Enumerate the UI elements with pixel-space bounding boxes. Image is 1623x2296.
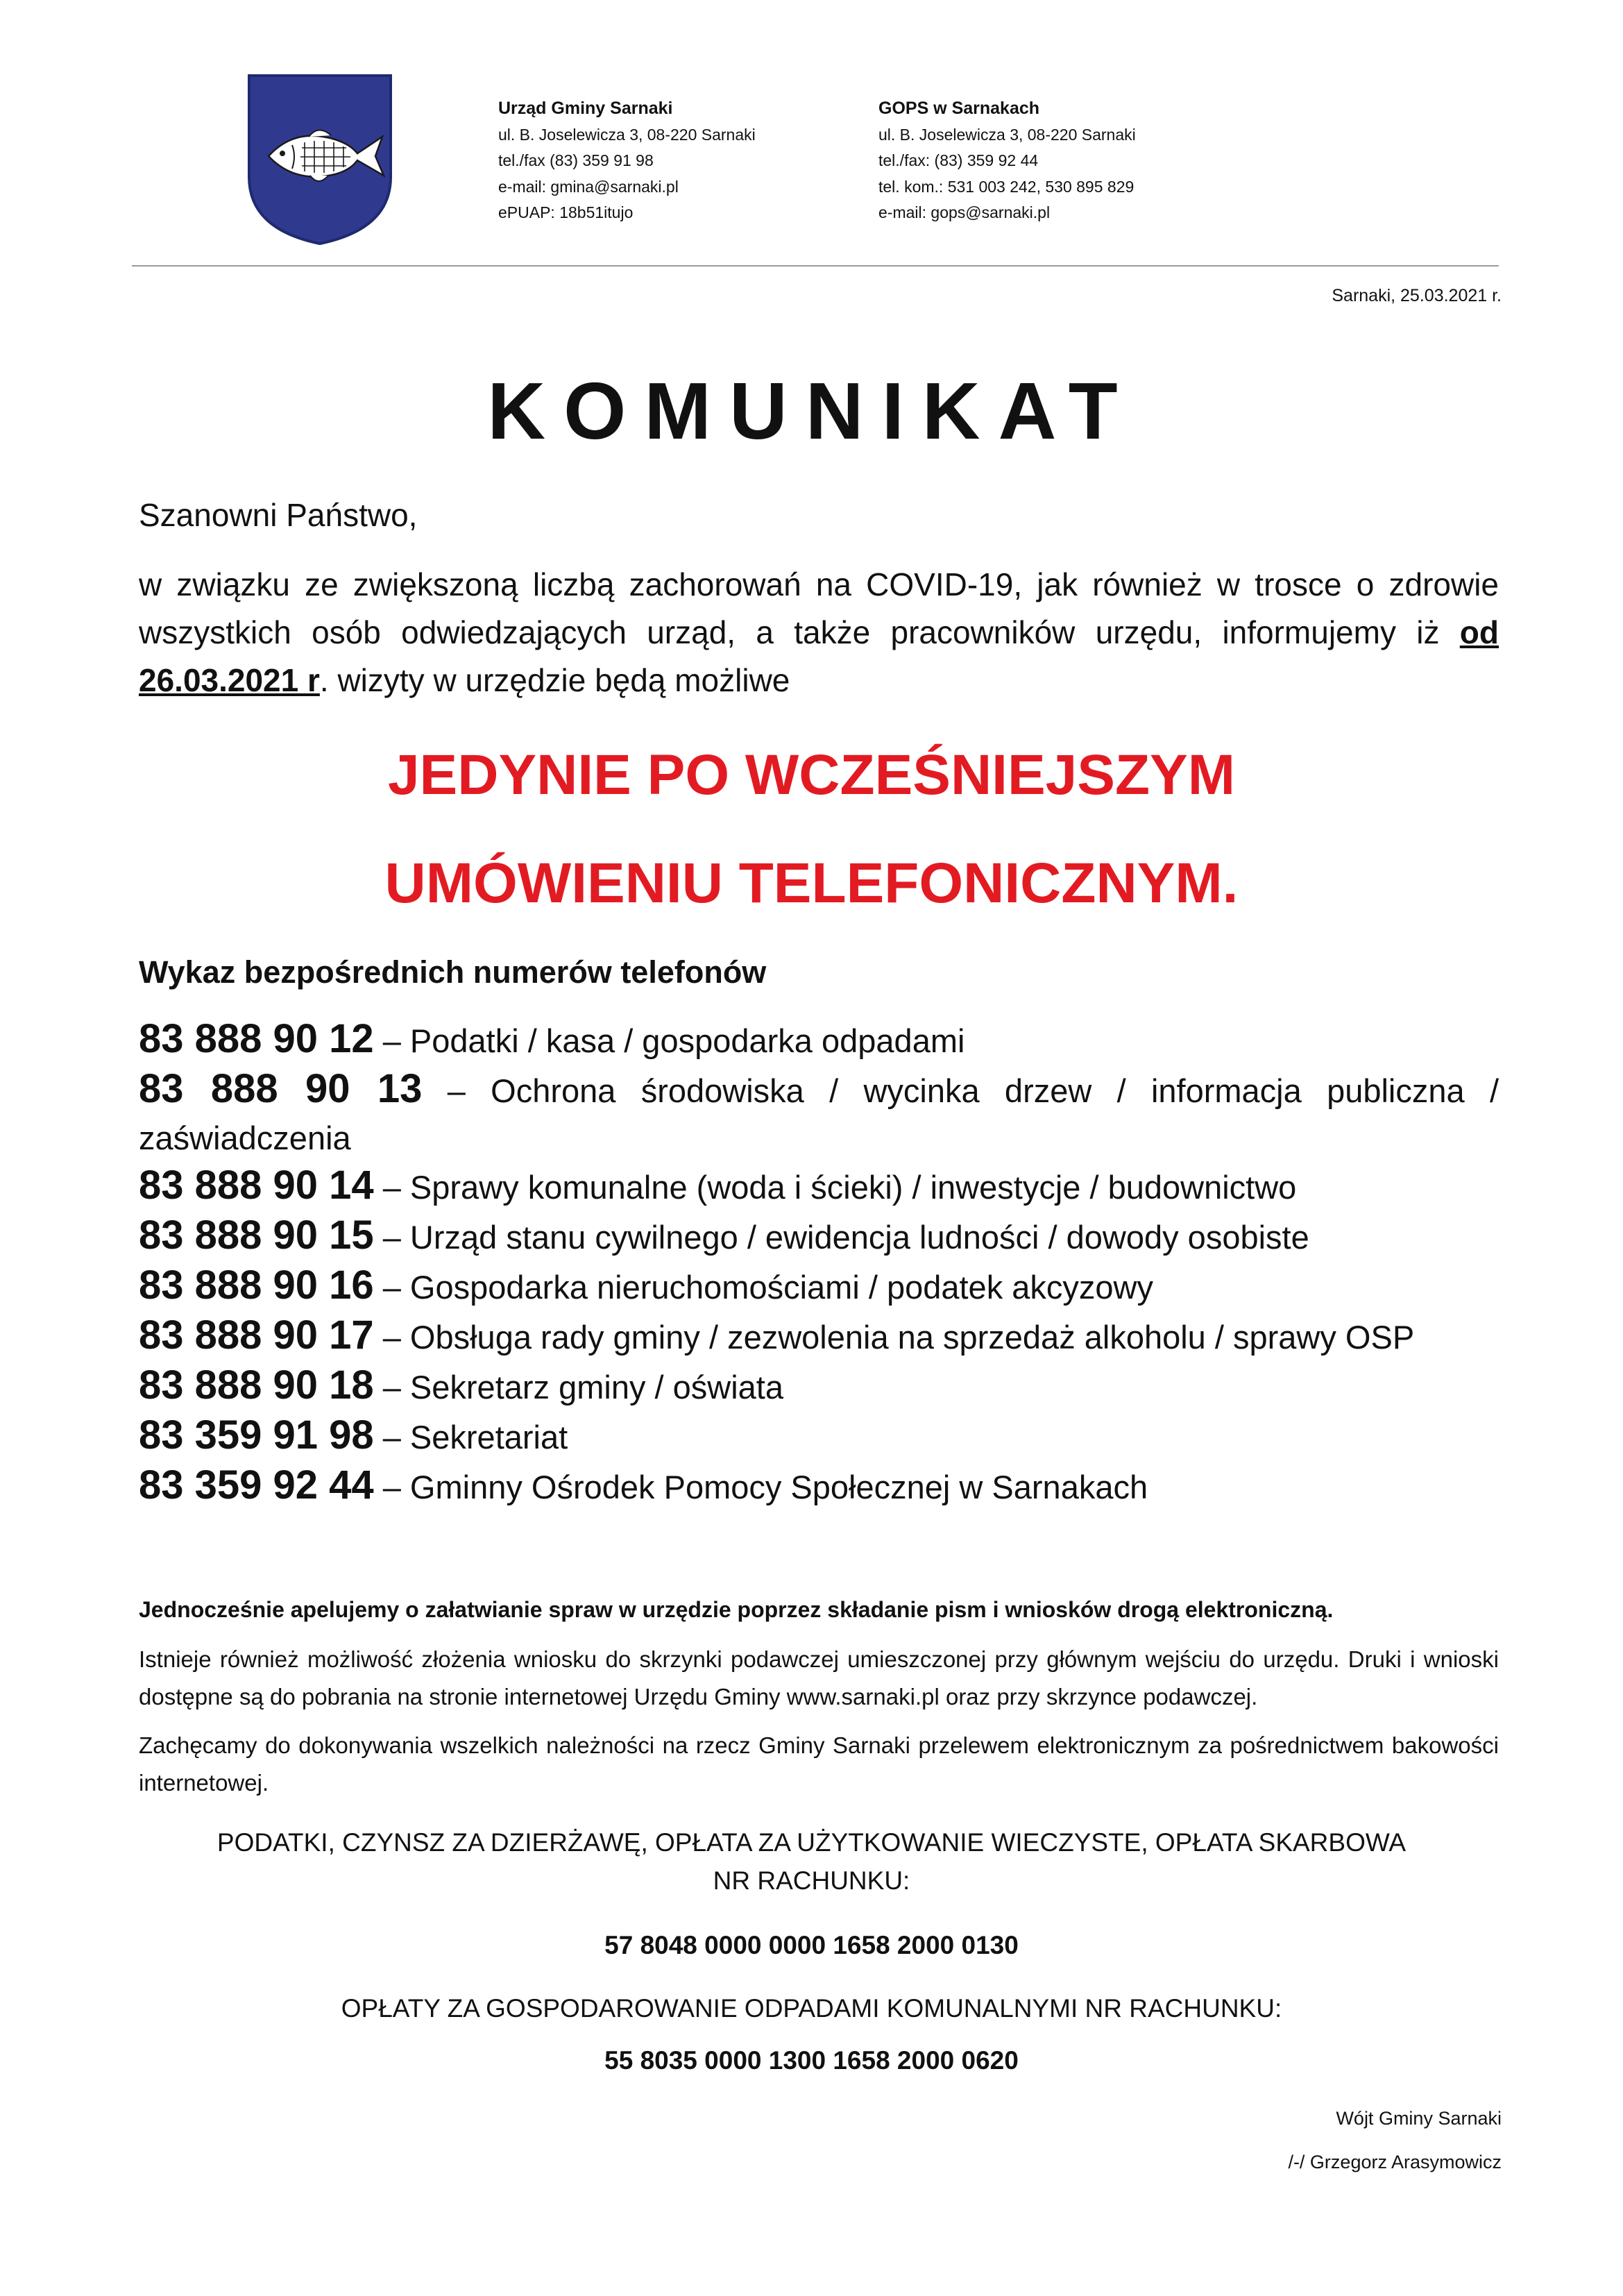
office-epuap: ePUAP: 18b51itujo: [498, 203, 634, 221]
account-heading-1-line-2: NR RACHUNKU:: [713, 1866, 910, 1895]
mailbox-note: Istnieje również możliwość złożenia wniosku do skrzynki podawczej umieszczonej przy głównym wejściu do urzędu. Druki i wnioski dostępne są do pobrania na stronie internetowej Urzędu Gminy www.sarnaki.pl oraz przy skrzynce podawczej.: [139, 1646, 1499, 1710]
account-number-2: 55 8035 0000 1300 1658 2000 0620: [604, 2046, 1019, 2075]
phone-number[interactable]: 83 888 90 17: [139, 1312, 374, 1358]
phone-number[interactable]: 83 888 90 13: [139, 1066, 423, 1111]
phones-title: Wykaz bezpośrednich numerów telefonów: [139, 954, 767, 990]
page-title: KOMUNIKAT: [487, 366, 1136, 456]
account-heading-1: [0, 1823, 1623, 1900]
list-item: [139, 1361, 1499, 1411]
office-address: ul. B. Joselewicza 3, 08-220 Sarnaki: [498, 125, 756, 144]
account-heading-1-line-1: PODATKI, CZYNSZ ZA DZIERŻAWĘ, OPŁATA ZA UŻYTKOWANIE WIECZYSTE, OPŁATA SKARBOWA: [216, 1828, 1407, 1857]
list-item: [139, 1211, 1499, 1261]
phone-list: [139, 1015, 1499, 1511]
appeal-note: Jednocześnie apelujemy o załatwianie spraw w urzędzie poprzez składanie pism i wniosków drogą elektroniczną.: [139, 1597, 1334, 1622]
phone-desc: – Urząd stanu cywilnego / ewidencja ludności / dowody osobiste: [382, 1219, 1309, 1256]
gops-phone: tel./fax: (83) 359 92 44: [878, 151, 1039, 169]
signature-name: /-/ Grzegorz Arasymowicz: [1288, 2152, 1502, 2172]
list-item: [139, 1015, 1499, 1065]
phone-desc-cont: zaświadczenia: [139, 1120, 351, 1156]
phone-desc: – Sprawy komunalne (woda i ścieki) / inwestycje / budownictwo: [382, 1169, 1297, 1206]
office-contact: [498, 96, 756, 226]
gops-contact: [878, 96, 1136, 226]
phone-number[interactable]: 83 888 90 14: [139, 1163, 374, 1208]
phone-number[interactable]: 83 359 91 98: [139, 1412, 374, 1458]
greeting: Szanowni Państwo,: [139, 497, 418, 533]
account-heading-2: OPŁATY ZA GOSPODAROWANIE ODPADAMI KOMUNALNYMI NR RACHUNKU:: [341, 1994, 1282, 2023]
phone-desc: – Sekretarz gminy / oświata: [382, 1369, 784, 1406]
list-item: [139, 1065, 1499, 1115]
phone-desc: – Gospodarka nieruchomościami / podatek akcyzowy: [382, 1269, 1153, 1306]
phone-desc: – Sekretariat: [382, 1419, 568, 1455]
header-divider: [132, 265, 1499, 267]
gops-email[interactable]: e-mail: gops@sarnaki.pl: [878, 203, 1051, 221]
signature-role: Wójt Gminy Sarnaki: [1336, 2108, 1502, 2129]
intro-text: w związku ze zwiększoną liczbą zachorowań na COVID-19, jak również w trosce o zdrowie wszystkich osób odwiedzających urząd, a także pracowników urzędu, informujemy iż: [139, 566, 1499, 650]
list-item-continuation: [139, 1115, 1499, 1161]
gops-name: GOPS w Sarnakach: [878, 99, 1040, 118]
office-email[interactable]: e-mail: gmina@sarnaki.pl: [498, 177, 679, 196]
gops-address: ul. B. Joselewicza 3, 08-220 Sarnaki: [878, 125, 1136, 144]
phone-number[interactable]: 83 888 90 15: [139, 1213, 374, 1258]
gops-mobile: tel. kom.: 531 003 242, 530 895 829: [878, 177, 1135, 196]
intro-text-end: . wizyty w urzędzie będą możliwe: [319, 662, 790, 698]
intro-date-highlight: od 26.03.2021 r: [139, 614, 1499, 698]
phone-number[interactable]: 83 888 90 18: [139, 1362, 374, 1408]
office-phone: tel./fax (83) 359 91 98: [498, 151, 654, 169]
account-number-1: 57 8048 0000 0000 1658 2000 0130: [604, 1931, 1019, 1959]
list-item: [139, 1461, 1499, 1511]
document-date: Sarnaki, 25.03.2021 r.: [1332, 286, 1502, 305]
intro-paragraph: [139, 561, 1499, 704]
office-name: Urząd Gminy Sarnaki: [498, 99, 673, 118]
list-item: [139, 1261, 1499, 1311]
list-item: [139, 1411, 1499, 1461]
phone-number[interactable]: 83 359 92 44: [139, 1462, 374, 1508]
emphasis-line-2: UMÓWIENIU TELEFONICZNYM.: [384, 852, 1239, 915]
phone-desc: – Podatki / kasa / gospodarka odpadami: [382, 1022, 965, 1059]
phone-desc: – Obsługa rady gminy / zezwolenia na sprzedaż alkoholu / sprawy OSP: [382, 1319, 1415, 1356]
payment-note: Zachęcamy do dokonywania wszelkich należności na rzecz Gminy Sarnaki przelewem elektronicznym za pośrednictwem bakowości internetowej.: [139, 1732, 1499, 1796]
phone-number[interactable]: 83 888 90 16: [139, 1263, 374, 1308]
emphasis-line-1: JEDYNIE PO WCZEŚNIEJSZYM: [387, 743, 1236, 807]
phone-desc: – Gminny Ośrodek Pomocy Społecznej w Sarnakach: [382, 1469, 1148, 1505]
phone-desc: – Ochrona środowiska / wycinka drzew / informacja publiczna /: [447, 1072, 1499, 1109]
list-item: [139, 1161, 1499, 1211]
list-item: [139, 1311, 1499, 1361]
phone-number[interactable]: 83 888 90 12: [139, 1016, 374, 1061]
fish-crest-icon: [246, 73, 393, 246]
